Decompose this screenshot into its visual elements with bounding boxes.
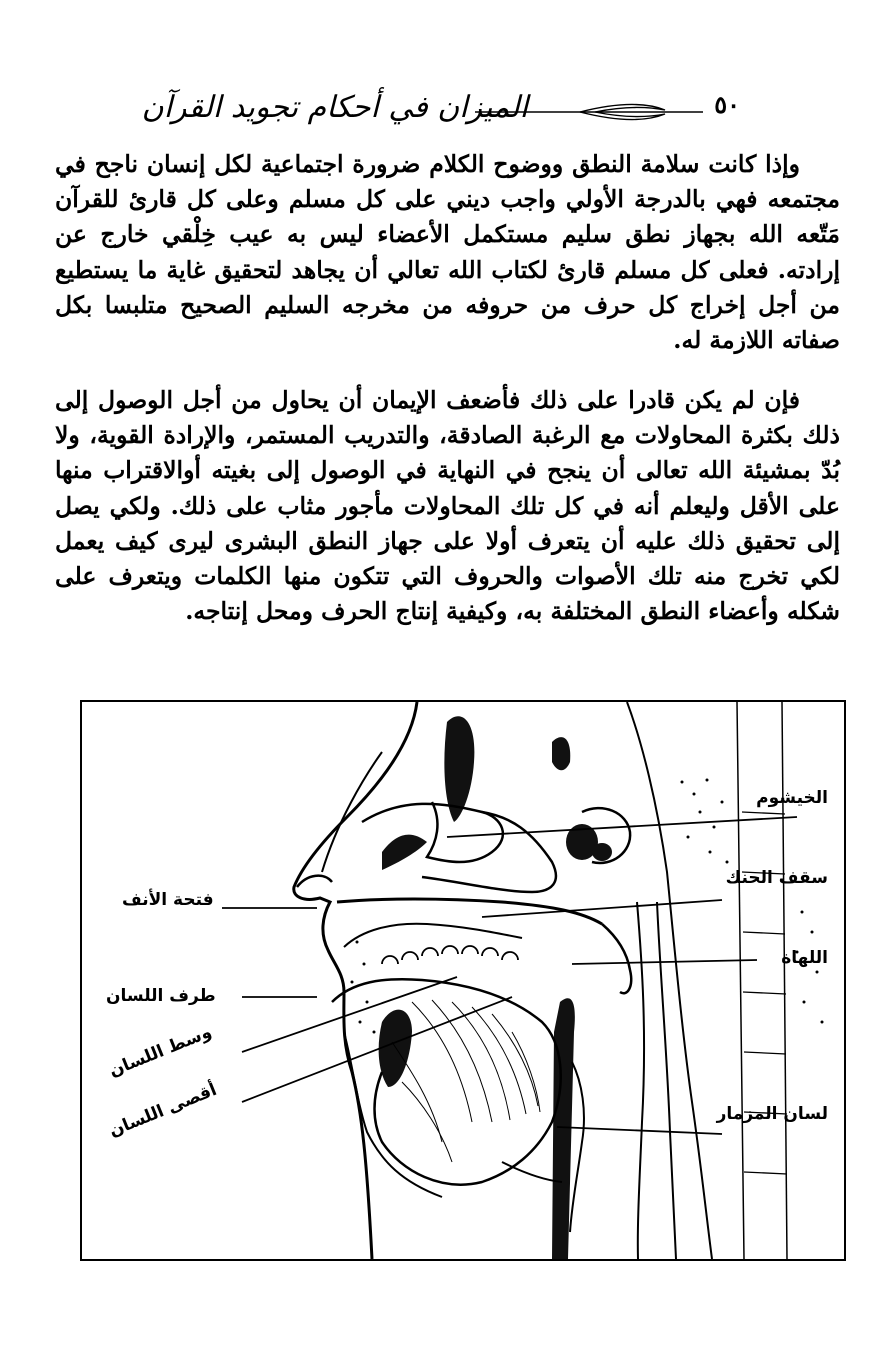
- page-number: ٥٠: [714, 90, 740, 119]
- label-al-lahat: اللهاة: [781, 948, 828, 968]
- paragraph-2: فإن لم يكن قادرا على ذلك فأضعف الإيمان أن يحاول من أجل الوصول إلى ذلك بكثرة المحاولات مع الرغبة الصادقة، والتدريب المستمر، والإرادة القوية، ولا بُدّ بمشيئة الله تعالى أن ينجح في النهاية في الوصول إلى بغيته أوالاقتراب منها على الأقل وليعلم أنه في كل تلك المحاولات مأجور مثاب على ذلك. ولكي يصل إلى تحقيق ذلك عليه أن يتعرف أولا على جهاز النطق البشرى ليرى كيف يعمل لكي تخرج منه تلك الأصوات والحروف التي تتكون منها الكلمات ويتعرف على شكله وأعضاء النطق المختلفة به، وكيفية إنتاج الحرف ومحل إنتاجه.: [55, 386, 840, 626]
- label-wasat-al-lisan: وسط اللسان: [106, 1021, 215, 1082]
- label-lisan-al-mizmar: لسان المزمار: [716, 1104, 828, 1124]
- vocal-tract-figure: [80, 700, 846, 1261]
- paragraph-1: وإذا كانت سلامة النطق ووضوح الكلام ضرورة اجتماعية لكل إنسان ناجح في مجتمعه فهي بالدرجة الأولي واجب ديني على كل مسلم وعلى كل قارئ للقرآن مَتّعه الله بجهاز نطق سليم مستكمل الأعضاء ليس به عيب خِلْقي خارج عن إرادته. فعلى كل مسلم قارئ لكتاب الله تعالي أن يجاهد لتحقيق غاية ما يستطيع من أجل إخراج كل حرف من حروفه من مخرجه السليم الصحيح متلبسا بكل صفاته اللازمة له.: [55, 150, 840, 355]
- book-title: الميزان في أحكام تجويد القرآن: [141, 90, 528, 125]
- label-aqsa-al-lisan: أقصى اللسان: [106, 1079, 220, 1142]
- page-header: [120, 86, 740, 130]
- label-taraf-al-lisan: طرف اللسان: [106, 986, 216, 1006]
- label-saqf-al-hanak: سقف الحنك: [725, 868, 828, 888]
- label-fathat-al-anf: فتحة الأنف: [122, 890, 214, 910]
- label-khayshum: الخيشوم: [756, 788, 828, 808]
- head-cross-section-illustration: [82, 702, 844, 1259]
